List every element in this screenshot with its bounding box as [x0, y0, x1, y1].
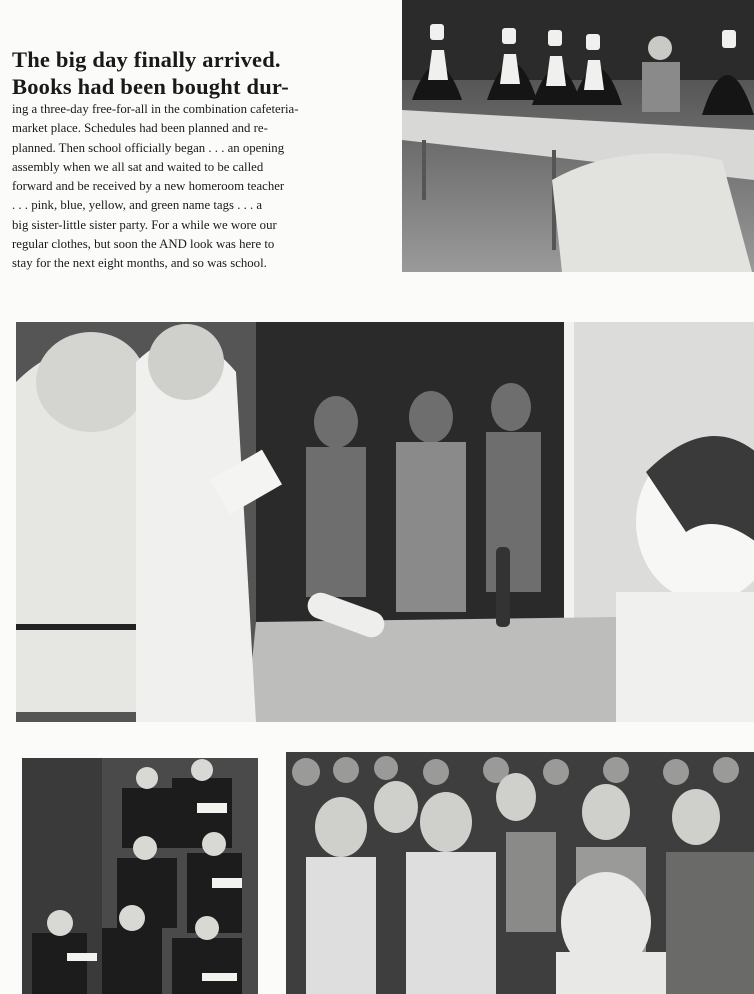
photo-nuns-at-table-image — [402, 0, 754, 272]
body-line: . . . pink, blue, yellow, and green name tags . . . a — [12, 198, 263, 213]
article-body — [12, 100, 356, 274]
body-line: regular clothes, but soon the AND look was here to — [12, 237, 275, 252]
article-headline — [12, 46, 356, 100]
photo-students-with-books — [22, 758, 258, 994]
body-line: planned. Then school officially began . . . an opening — [12, 140, 285, 155]
body-line: market place. Schedules had been planned and re- — [12, 121, 268, 136]
photo-assembly-audience-image — [286, 752, 754, 994]
body-line: forward and be received by a new homeroom teacher — [12, 179, 285, 194]
photo-assembly-audience — [286, 752, 754, 994]
headline-line-1: The big day finally arrived. — [12, 47, 281, 72]
body-line: assembly when we all sat and waited to be called — [12, 159, 264, 174]
photo-nuns-at-table — [402, 0, 754, 272]
body-line: big sister-little sister party. For a while we wore our — [12, 217, 277, 232]
body-line: stay for the next eight months, and so was school. — [12, 256, 267, 271]
photo-students-with-books-image — [22, 758, 258, 994]
headline-line-2: Books had been bought dur- — [12, 74, 289, 99]
body-line: ing a three-day free-for-all in the combination cafeteria- — [12, 102, 299, 116]
photo-book-distribution — [16, 322, 754, 722]
photo-book-distribution-image — [16, 322, 754, 722]
